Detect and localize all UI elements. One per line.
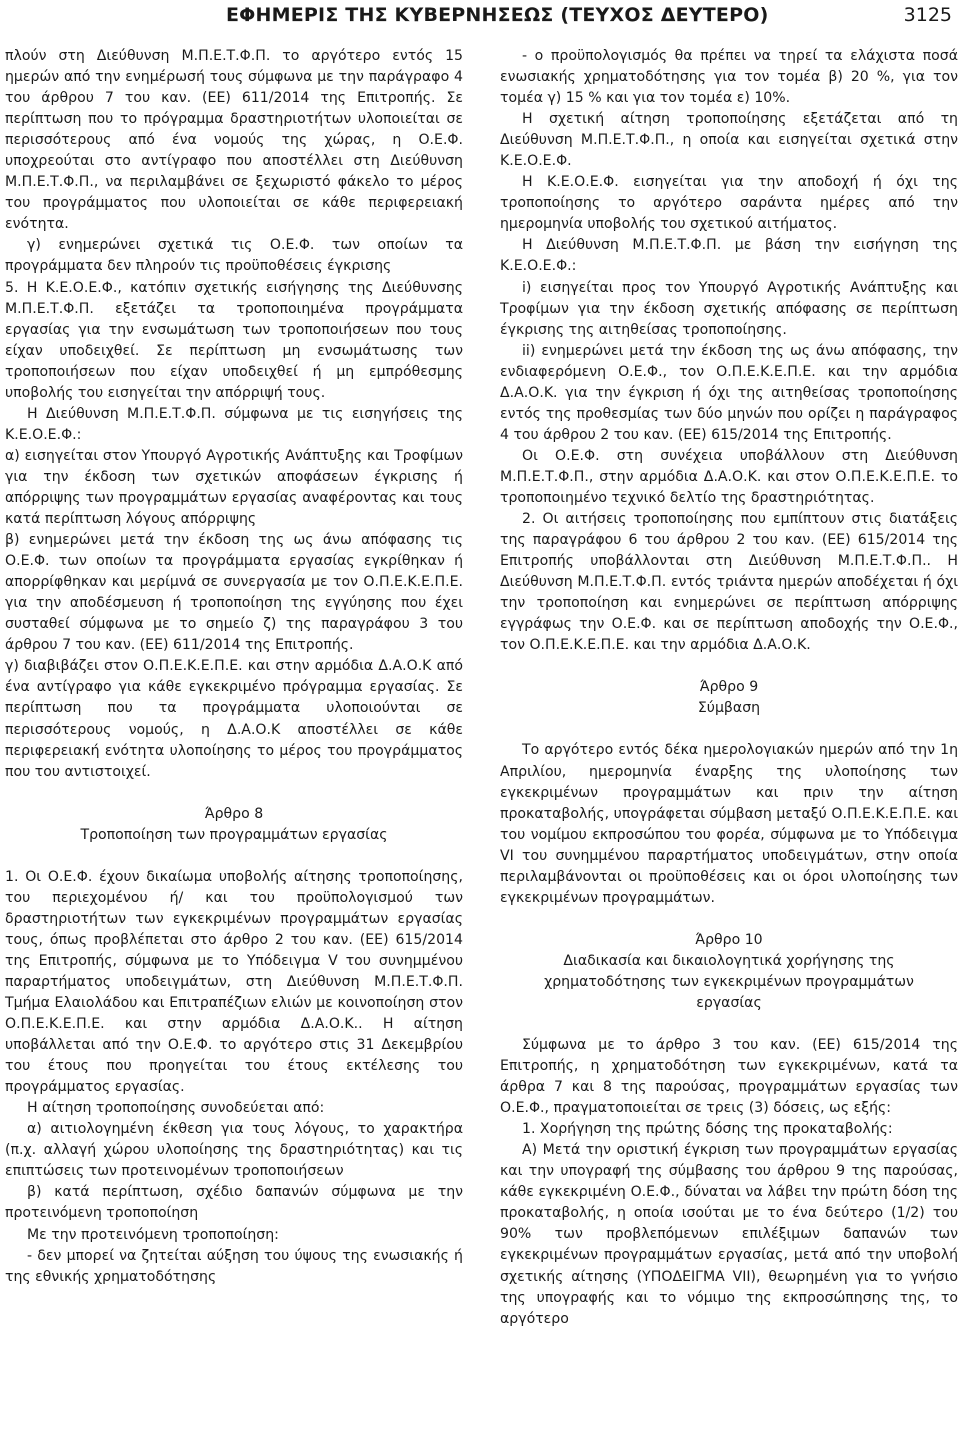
paragraph: γ) διαβιβάζει στον Ο.Π.Ε.Κ.Ε.Π.Ε. και στην αρμόδια Δ.Α.Ο.Κ από ένα αντίγραφο για κάθε εγκεκριμένο πρόγραμμα εργασίας. Σε περίπτωση που τα προγράμματα υλοποιούνται σε περισσότερους νομούς, η Δ.Α.Ο.Κ αποστέλλει σε κάθε περιφερειακή ενότητα υλοποίησης το μέρος του προγράμματος που του αντιστοιχεί. xyxy=(5,658,463,780)
paragraph: Σύμφωνα με το άρθρο 3 του καν. (ΕΕ) 615/2014 της Επιτροπής, η χρηματοδότηση των εγκεκριμένων, κατά τα άρθρα 7 και 8 της παρούσας, προγραμμάτων εργασίας των Ο.Ε.Φ., πραγματοποιείται σε τρεις (3) δόσεις, ως εξής: xyxy=(500,1037,958,1117)
paragraph: Η Κ.Ε.Ο.Ε.Φ. εισηγείται για την αποδοχή ή όχι της τροποποίησης το αργότερο σαράντα ημέρες από την ημερομηνία υποβολής του σχετικού αιτήματος. xyxy=(500,174,958,233)
paragraph: i) εισηγείται προς τον Υπουργό Αγροτικής Ανάπτυξης και Τροφίμων για την έκδοση σχετικής απόφασης σε περίπτωση έγκρισης της αιτηθείσας τροποποίησης. xyxy=(500,279,958,338)
paragraph: Με την προτεινόμενη τροποποίηση: xyxy=(27,1226,279,1243)
paragraph: α) αιτιολογημένη έκθεση για τους λόγους, το χαρακτήρα (π.χ. αλλαγή χώρου υλοποίησης της δραστηριότητας) και τις επιπτώσεις των προτεινομένων τροποποιήσεων xyxy=(5,1121,463,1180)
paragraph: Η Διεύθυνση Μ.Π.Ε.Τ.Φ.Π. σύμφωνα με τις εισηγήσεις της Κ.Ε.Ο.Ε.Φ.: xyxy=(5,405,463,443)
paragraph: πλούν στη Διεύθυνση Μ.Π.Ε.Τ.Φ.Π. το αργότερο εντός 15 ημερών από την ενημέρωσή τους σύμφωνα με την παράγραφο 4 του άρθρου 7 του καν. (ΕΕ) 611/2014 της Επιτροπής. Σε περίπτωση που το πρόγραμμα δραστηριοτήτων υλοποιείται σε περισσότερους από ένα νομούς της χώρας, η Ο.Ε.Φ. υποχρεούται στο αντίγραφο που αποστέλλει στη Διεύθυνση Μ.Π.Ε.Τ.Φ.Π., να περιλαμβάνει σε ξεχωριστό φάκελο το μέρος του προγράμματος που υλοποιείται σε κάθε περιφερειακή ενότητα. xyxy=(5,48,463,233)
paragraph: Η Διεύθυνση Μ.Π.Ε.Τ.Φ.Π. με βάση την εισήγηση της Κ.Ε.Ο.Ε.Φ.: xyxy=(500,237,958,275)
paragraph: 1. Χορήγηση της πρώτης δόσης της προκαταβολής: xyxy=(522,1121,893,1138)
paragraph: ii) ενημερώνει μετά την έκδοση της ως άνω απόφασης, την ενδιαφερόμενη Ο.Ε.Φ., τον Ο.Π.Ε.Κ.Ε.Π.Ε. και την αρμόδια Δ.Α.Ο.Κ. για την έγκριση ή όχι της αιτηθείσας τροποποίησης εντός της προθεσμίας των δύο μηνών που ορίζει η παράγραφος 4 του άρθρου 2 του καν. (ΕΕ) 615/2014 της Επιτροπής. xyxy=(500,342,958,443)
paragraph: Το αργότερο εντός δέκα ημερολογιακών ημερών από την 1η Απριλίου, ημερομηνία έναρξης της υλοποίησης των εγκεκριμένων προγραμμάτων και πριν την αίτηση προκαταβολής, υπογράφεται σύμβαση μεταξύ Ο.Π.Ε.Κ.Ε.Π.Ε. και του νομίμου εκπροσώπου του φορέα, σύμφωνα με το Υπόδειγμα VI του συνημμένου παραρτήματος υποδειγμάτων, στην οποία περιλαμβάνονται οι προϋποθέσεις και οι όροι υλοποίησης των εγκεκριμένων προγραμμάτων. xyxy=(500,742,958,906)
article-9-title: Άρθρο 9 xyxy=(699,679,759,696)
gazette-title: ΕΦΗΜΕΡΙΣ ΤΗΣ ΚΥΒΕΡΝΗΣΕΩΣ (ΤΕΥΧΟΣ ΔΕΥΤΕΡΟ) xyxy=(226,4,769,26)
right-column xyxy=(500,46,958,1330)
article-8-title: Άρθρο 8 xyxy=(204,805,264,822)
paragraph: Οι Ο.Ε.Φ. στη συνέχεια υποβάλλουν στη Διεύθυνση Μ.Π.Ε.Τ.Φ.Π., στην αρμόδια Δ.Α.Ο.Κ. και στον Ο.Π.Ε.Κ.Ε.Π.Ε. το τροποποιημένο τεχνικό δελτίο της δραστηριότητας. xyxy=(500,447,958,506)
article-10-title: Άρθρο 10 xyxy=(695,931,763,948)
paragraph: Η αίτηση τροποποίησης συνοδεύεται από: xyxy=(27,1100,325,1117)
article-10-subtitle: Διαδικασία και δικαιολογητικά χορήγησης της χρηματοδότησης των εγκεκριμένων προγραμμάτων εργασίας xyxy=(544,952,914,1011)
paragraph: - δεν μπορεί να ζητείται αύξηση του ύψους της ενωσιακής ή της εθνικής χρηματοδότησης xyxy=(5,1247,463,1285)
article-9-subtitle: Σύμβαση xyxy=(697,700,761,717)
page-number: 3125 xyxy=(903,4,952,26)
paragraph: β) ενημερώνει μετά την έκδοση της ως άνω απόφασης τις Ο.Ε.Φ. των οποίων τα προγράμματα εργασίας εγκρίθηκαν ή απορρίφθηκαν και μερίμνά σε συνεργασία με τον Ο.Π.Ε.Κ.Ε.Π.Ε. για την αποδέσμευση ή τροποποίηση της εγγύησης που έχει συσταθεί σύμφωνα με το σημείο ζ) της παραγράφου 3 του άρθρου 7 του καν. (ΕΕ) 611/2014 της Επιτροπής. xyxy=(5,532,463,654)
paragraph: - ο προϋπολογισμός θα πρέπει να τηρεί τα ελάχιστα ποσά ενωσιακής χρηματοδότησης για τον τομέα β) 20 %, για τον τομέα γ) 15 % και για τον τομέα ε) 10%. xyxy=(500,48,958,107)
paragraph: Α) Μετά την οριστική έγκριση των προγραμμάτων εργασίας και την υπογραφή της σύμβασης του άρθρου 9 της παρούσας, κάθε εγκεκριμένη Ο.Ε.Φ., δύναται να λάβει την πρώτη δόση της προκαταβολής, η οποία ισούται με το ένα δεύτερο (1/2) του 90% των προβλεπόμενων επιλέξιμων δαπανών των εγκεκριμένων προγραμμάτων εργασίας, μετά από την υποβολή σχετικής αίτησης (ΥΠΟΔΕΙΓΜΑ VII), θεωρημένη για το γνήσιο της υπογραφής και το νόμιμο της εκπροσώπησης της, το αργότερο xyxy=(500,1142,958,1327)
paragraph: 1. Οι Ο.Ε.Φ. έχουν δικαίωμα υποβολής αίτησης τροποποίησης, του περιεχομένου ή/ και του προϋπολογισμού των δραστηριοτήτων των εγκεκριμένων προγραμμάτων εργασίας τους, όπως προβλέπεται στο άρθρο 2 του καν. (ΕΕ) 615/2014 της Επιτροπής, σύμφωνα με το Υπόδειγμα V του συνημμένου παραρτήματος υποδειγμάτων, στη Διεύθυνση Μ.Π.Ε.Τ.Φ.Π. Τμήμα Ελαιολάδου και Επιτραπέζιων ελιών με κοινοποίηση στον Ο.Π.Ε.Κ.Ε.Π.Ε. και στην αρμόδια Δ.Α.Ο.Κ.. Η αίτηση υποβάλλεται από την Ο.Ε.Φ. το αργότερο στις 31 Δεκεμβρίου του έτους που προηγείται του έτους εκτέλεσης του προγράμματος εργασίας. xyxy=(5,868,463,1096)
paragraph: 5. Η Κ.Ε.Ο.Ε.Φ., κατόπιν σχετικής εισήγησης της Διεύθυνσης Μ.Π.Ε.Τ.Φ.Π. εξετάζει τα τροποποιημένα προγράμματα εργασίας για την ενσωμάτωση των τροποποιήσεων που τους είχαν υποδειχθεί. Σε περίπτωση μη ενσωμάτωσης των τροποποιήσεων που είχαν υποδειχθεί ή μη εμπρόθεσμης υποβολής του εισηγείται την απόρριψή τους. xyxy=(5,279,463,401)
page-header xyxy=(0,0,960,40)
left-column xyxy=(5,46,463,1288)
paragraph: β) κατά περίπτωση, σχέδιο δαπανών σύμφωνα με την προτεινόμενη τροποποίηση xyxy=(5,1184,463,1222)
paragraph: γ) ενημερώνει σχετικά τις Ο.Ε.Φ. των οποίων τα προγράμματα δεν πληρούν τις προϋποθέσεις έγκρισης xyxy=(5,237,463,275)
article-8-subtitle: Τροποποίηση των προγραμμάτων εργασίας xyxy=(80,826,388,843)
paragraph: 2. Οι αιτήσεις τροποποίησης που εμπίπτουν στις διατάξεις της παραγράφου 6 του άρθρου 2 του καν. (ΕΕ) 615/2014 της Επιτροπής υποβάλλονται στη Διεύθυνση Μ.Π.Ε.Τ.Φ.Π.. Η Διεύθυνση Μ.Π.Ε.Τ.Φ.Π. εντός τριάντα ημερών αποδέχεται ή όχι την τροποποίηση και ενημερώνει σε περίπτωση απόρριψης εγγράφως την Ο.Ε.Φ. και σε περίπτωση αποδοχής την Ο.Ε.Φ., τον Ο.Π.Ε.Κ.Ε.Π.Ε. και την αρμόδια Δ.Α.Ο.Κ. xyxy=(500,511,958,654)
paragraph: α) εισηγείται στον Υπουργό Αγροτικής Ανάπτυξης και Τροφίμων για την έκδοση των σχετικών αποφάσεων έγκρισης ή απόρριψης των προγραμμάτων εργασίας αναφέροντας και τους κατά περίπτωση λόγους απόρριψης xyxy=(5,447,463,528)
paragraph: Η σχετική αίτηση τροποποίησης εξετάζεται από τη Διεύθυνση Μ.Π.Ε.Τ.Φ.Π., η οποία και εισηγείται σχετικά στην Κ.Ε.Ο.Ε.Φ. xyxy=(500,111,958,170)
